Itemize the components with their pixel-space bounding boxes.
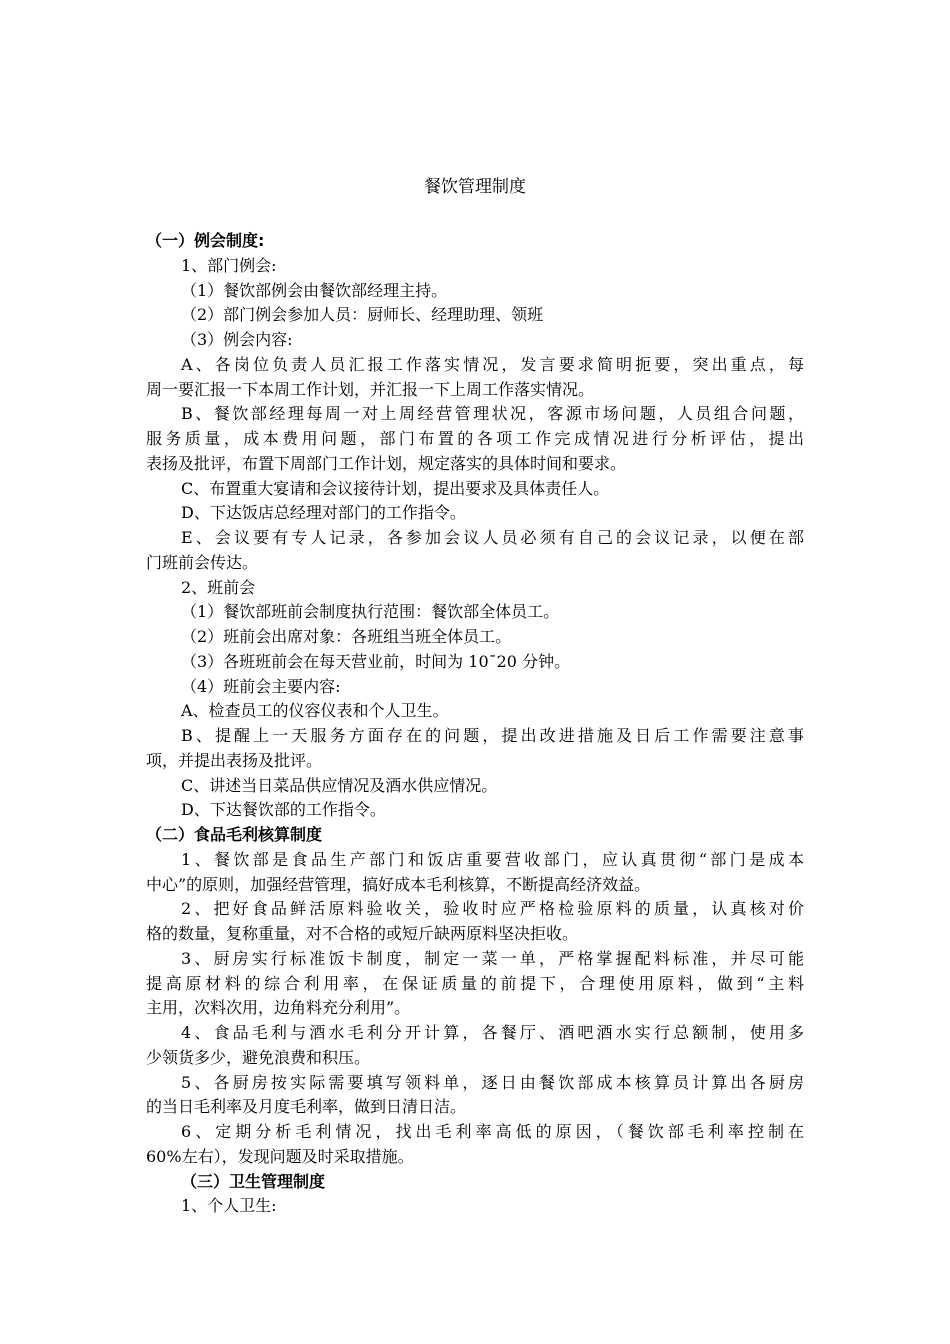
text-line: （4）班前会主要内容:	[181, 676, 341, 696]
text-line: 60%左右），发现问题及时采取措施。	[146, 1146, 414, 1166]
text-line: 2、把好食品鲜活原料验收关，验收时应严格检验原料的质量，认真核对价	[181, 899, 804, 919]
text-line: 的当日毛利率及月度毛利率，做到日清日洁。	[146, 1097, 467, 1117]
text-line: A、各岗位负责人员汇报工作落实情况，发言要求简明扼要，突出重点，每	[181, 354, 804, 374]
text-line: 1、餐饮部是食品生产部门和饭店重要营收部门，应认真贯彻“部门是成本	[181, 849, 804, 869]
text-line: （3）各班班前会在每天营业前，时间为 10¯20 分钟。	[181, 651, 571, 671]
section-heading: （一）例会制度:	[146, 231, 265, 250]
text-line: 2、班前会	[181, 577, 256, 597]
text-line: 项，并提出表扬及批评。	[146, 750, 323, 770]
document-body	[146, 229, 804, 1219]
text-line: C、讲述当日菜品供应情况及酒水供应情况。	[181, 775, 498, 795]
text-line: 提高原材料的综合利用率，在保证质量的前提下，合理使用原料，做到“主料	[146, 973, 804, 993]
text-line: 中心”的原则，加强经营管理，搞好成本毛利核算，不断提高经济效益。	[146, 874, 651, 894]
text-line: B、餐饮部经理每周一对上周经营管理状况，客源市场问题，人员组合问题，	[181, 404, 804, 424]
text-line: 6、定期分析毛利情况，找出毛利率高低的原因，（餐饮部毛利率控制在	[181, 1122, 804, 1141]
text-line: E、会议要有专人记录，各参加会议人员必须有自己的会议记录，以便在部	[181, 528, 804, 547]
text-line: （3）例会内容:	[181, 330, 293, 349]
text-line: （2）班前会出席对象：各班组当班全体员工。	[181, 627, 512, 646]
text-line: 4、食品毛利与酒水毛利分开计算，各餐厅、酒吧酒水实行总额制，使用多	[181, 1023, 804, 1042]
text-line: C、布置重大宴请和会议接待计划，提出要求及具体责任人。	[181, 478, 610, 498]
text-line: 表扬及批评，布置下周部门工作计划，规定落实的具体时间和要求。	[146, 453, 627, 473]
document-title: 餐饮管理制度	[424, 177, 526, 197]
text-line: 3、厨房实行标准饭卡制度，制定一菜一单，严格掌握配料标准，并尽可能	[181, 948, 804, 968]
text-line: 1、部门例会:	[181, 255, 277, 275]
text-line: （1）餐饮部班前会制度执行范围：餐饮部全体员工。	[181, 602, 560, 622]
section-heading: （三）卫生管理制度	[181, 1171, 326, 1191]
text-line: 1、个人卫生:	[181, 1196, 277, 1216]
text-line: B、提醒上一天服务方面存在的问题，提出改进措施及日后工作需要注意事	[181, 726, 804, 745]
section-heading: （二）食品毛利核算制度	[146, 825, 323, 844]
text-line: 周一要汇报一下本周工作计划，并汇报一下上周工作落实情况。	[146, 379, 595, 399]
text-line: 格的数量，复称重量，对不合格的或短斤缺两原料坚决拒收。	[146, 924, 579, 943]
text-line: D、下达饭店总经理对部门的工作指令。	[181, 503, 466, 523]
text-line: 主用，次料次用，边角料充分利用”。	[146, 998, 411, 1018]
text-line: 门班前会传达。	[146, 552, 259, 572]
text-line: （1）餐饮部例会由餐饮部经理主持。	[181, 280, 448, 300]
text-line: 少领货多少，避免浪费和积压。	[146, 1047, 371, 1067]
text-line: D、下达餐饮部的工作指令。	[181, 800, 386, 820]
text-line: （2）部门例会参加人员：厨师长、经理助理、领班	[181, 305, 544, 325]
text-line: A、检查员工的仪容仪表和个人卫生。	[181, 701, 449, 721]
text-line: 5、各厨房按实际需要填写领料单，逐日由餐饮部成本核算员计算出各厨房	[181, 1072, 804, 1092]
text-line: 服务质量，成本费用问题，部门布置的各项工作完成情况进行分析评估，提出	[146, 429, 804, 448]
